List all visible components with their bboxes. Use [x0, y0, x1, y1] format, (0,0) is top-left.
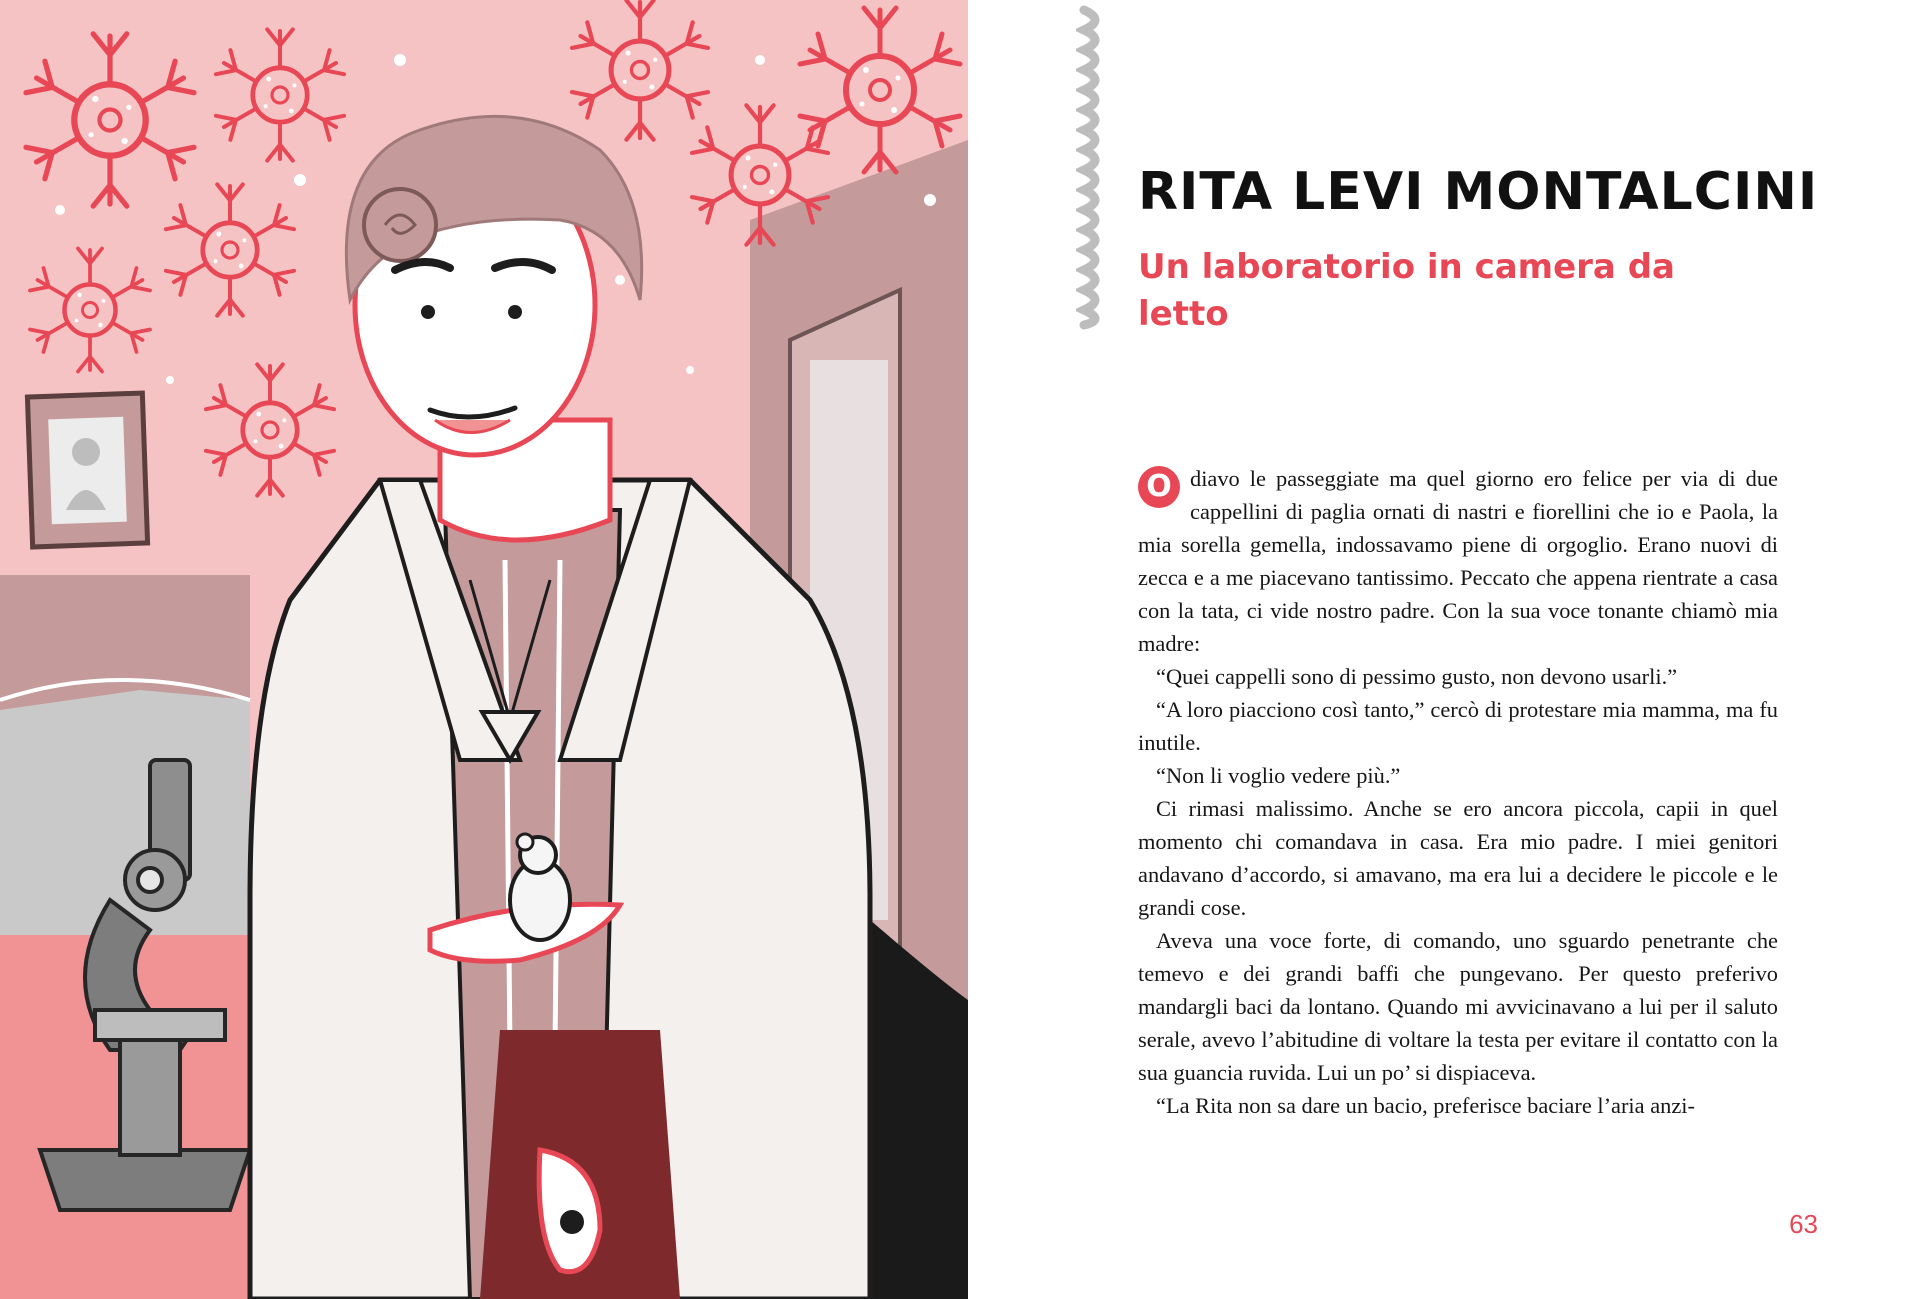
paragraph-1 — [1138, 462, 1778, 660]
paragraph: “Quei cappelli sono di pessimo gusto, non devono usarli.” — [1156, 664, 1678, 689]
paragraph: “Non li voglio vedere più.” — [1156, 763, 1401, 788]
bed — [0, 575, 250, 960]
first-paragraph-text: diavo le passeggiate ma quel giorno ero felice per via di due cappellini di paglia ornati di nastri e fiorellini che io e Paola, la mia sorella gemella, indossavamo piene di orgoglio. Erano nuovi di zecca e a me piacevano tantissimo. Peccato che appena rientrate a casa con la tata, ci vide nostro padre. Con la sua voce tonante chiamò mia madre: — [1138, 466, 1778, 656]
text-page — [968, 0, 1920, 1299]
chapter-title: RITA LEVI MONTALCINI — [1138, 162, 1819, 222]
framed-picture — [27, 393, 147, 547]
paragraph: Ci rimasi malissimo. Anche se ero ancora piccola, capii in quel momento chi comandava in casa. Era mio padre. I miei genitori andavano d’accordo, si amavano, ma era lui a decidere le piccole e le grandi cose. — [1138, 796, 1778, 920]
page-number: 63 — [1789, 1209, 1818, 1239]
paragraph: Aveva una voce forte, di comando, uno sguardo penetrante che temevo e dei grandi baffi che pungevano. Per questo preferivo mandargli baci da lontano. Quando mi avvicinavano a lui per il saluto serale, avevo l’abitudine di voltare la testa per evitare il contatto con la sua guancia ruvida. Lui un po’ si dispiaceva. — [1138, 928, 1778, 1085]
dropcap-o: O — [1138, 466, 1180, 508]
body-text — [1138, 462, 1778, 1122]
chapter-subtitle: Un laboratorio in camera da letto — [1138, 247, 1675, 334]
paragraph: “La Rita non sa dare un bacio, preferisce baciare l’aria anzi- — [1156, 1093, 1695, 1118]
paragraph: “A loro piacciono così tanto,” cercò di protestare mia mamma, ma fu inutile. — [1138, 697, 1778, 755]
decorative-squiggle — [1076, 0, 1112, 330]
